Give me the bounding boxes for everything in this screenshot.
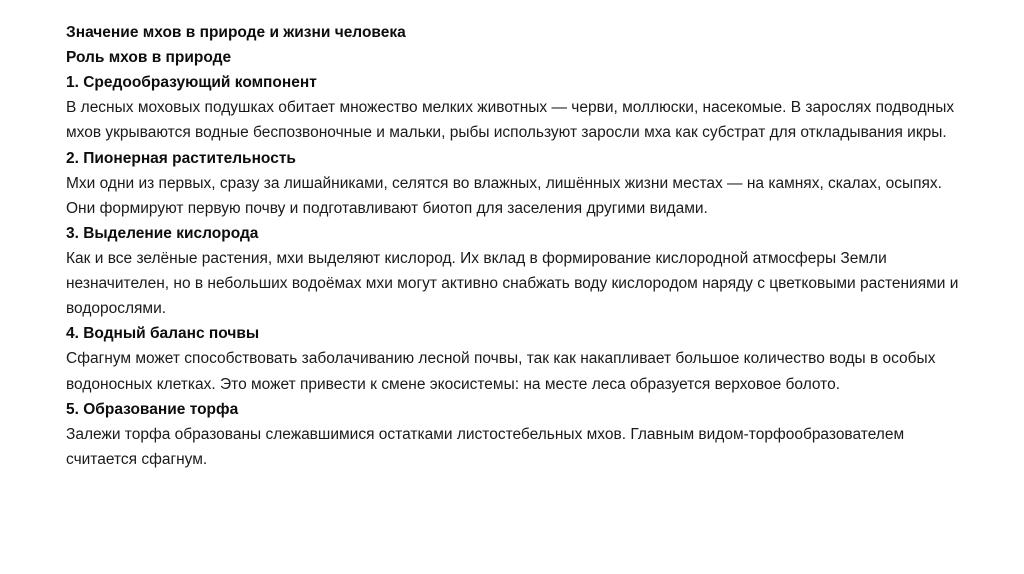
section-body-4: Сфагнум может способствовать заболачиванию лесной почвы, так как накапливает большое количество воды в особых водоносных клетках. Это может привести к смене экосистемы: на месте леса образуется верховое болото. [66,350,940,393]
section-body-2: Мхи одни из первых, сразу за лишайниками, селятся во влажных, лишённых жизни местах — на камнях, скалах, осыпях. Они формируют первую почву и подготавливают биотоп для заселения другими видами. [66,174,947,217]
section-heading-2: 2. Пионерная растительность [66,149,296,167]
document-title: Значение мхов в природе и жизни человека [66,24,406,41]
section-body-3: Как и все зелёные растения, мхи выделяют кислород. Их вклад в формирование кислородной атмосферы Земли незначителен, но в небольших водоёмах мхи могут активно снабжать воду кислородом наряду с цветковыми растениями и водорослями. [66,249,963,318]
section-heading-5: 5. Образование торфа [66,400,239,418]
section-heading-1: 1. Средообразующий компонент [66,74,317,92]
section-heading-4: 4. Водный баланс почвы [66,325,260,343]
section-body-5: Залежи торфа образованы слежавшимися остатками листостебельных мхов. Главным видом-торфообразователем считается сфагнум. [66,425,909,468]
section-heading-3: 3. Выделение кислорода [66,224,259,242]
section-body-1: В лесных моховых подушках обитает множество мелких животных — черви, моллюски, насекомые. В зарослях подводных мхов укрываются водные беспозвоночные и мальки, рыбы используют заросли мха как субстрат для откладывания икры. [66,99,959,142]
document-body [66,20,964,472]
document-subtitle: Роль мхов в природе [66,49,232,67]
